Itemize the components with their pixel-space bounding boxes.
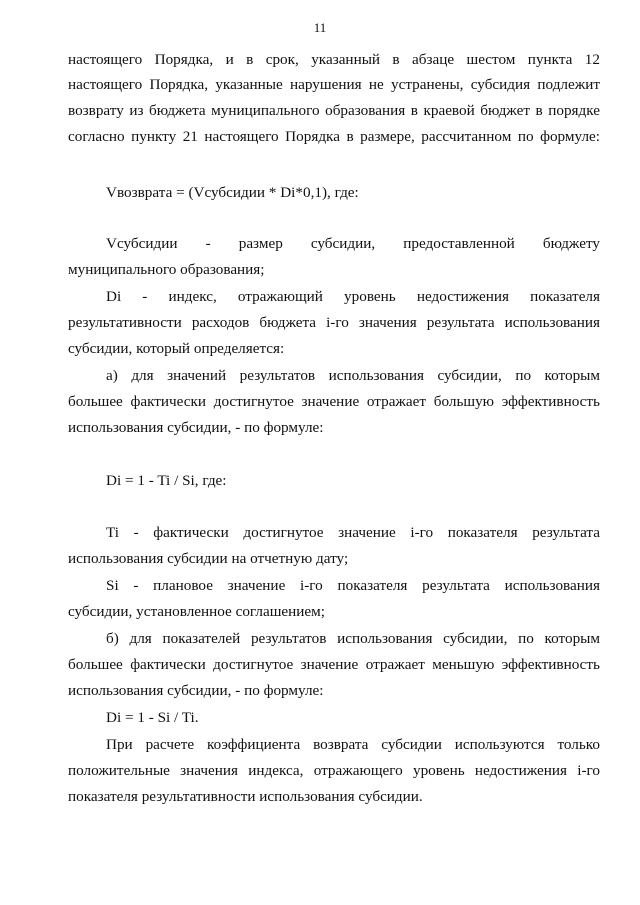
text-line: субсидии, установленное соглашением;	[68, 603, 325, 620]
formula-b: Di = 1 - Si / Ti.	[106, 709, 199, 726]
text-line: показателя результативности использования субсидии.	[68, 788, 423, 805]
text-line: использования субсидии, - по формуле:	[68, 682, 324, 699]
text-line: Vсубсидии - размер субсидии, предоставленной бюджету	[106, 235, 600, 252]
formula-main: Vвозврата = (Vсубсидии * Di*0,1), где:	[106, 184, 359, 201]
page-number: 11	[313, 20, 327, 35]
text-line: использования субсидии, - по формуле:	[68, 419, 324, 436]
text-line: результативности расходов бюджета i-го значения результата использования	[68, 314, 600, 331]
text-line: Ti - фактически достигнутое значение i-го показателя результата	[106, 524, 600, 541]
text-line: возврату из бюджета муниципального образования в краевой бюджет в порядке	[68, 102, 600, 119]
text-line: большее фактически достигнутое значение отражает меньшую эффективность	[68, 656, 600, 673]
text-line: согласно пункту 21 настоящего Порядка в размере, рассчитанном по формуле:	[68, 128, 600, 145]
text-line: настоящего Порядка, и в срок, указанный в абзаце шестом пункта 12	[68, 51, 600, 68]
text-line: положительные значения индекса, отражающего уровень недостижения i-го	[68, 762, 600, 779]
text-line: использования субсидии на отчетную дату;	[68, 550, 349, 567]
text-line: муниципального образования;	[68, 261, 265, 278]
text-line: б) для показателей результатов использования субсидии, по которым	[106, 630, 600, 647]
text-line: субсидии, который определяется:	[68, 340, 285, 357]
text-line: При расчете коэффициента возврата субсидии используются только	[106, 736, 600, 753]
text-line: настоящего Порядка, указанные нарушения не устранены, субсидия подлежит	[68, 76, 600, 93]
text-line: Di - индекс, отражающий уровень недостижения показателя	[106, 288, 600, 305]
text-line: а) для значений результатов использования субсидии, по которым	[106, 367, 600, 384]
text-line: большее фактически достигнутое значение отражает большую эффективность	[68, 393, 600, 410]
formula-a: Di = 1 - Ti / Si, где:	[106, 472, 227, 489]
text-line: Si - плановое значение i-го показателя результата использования	[106, 577, 600, 594]
